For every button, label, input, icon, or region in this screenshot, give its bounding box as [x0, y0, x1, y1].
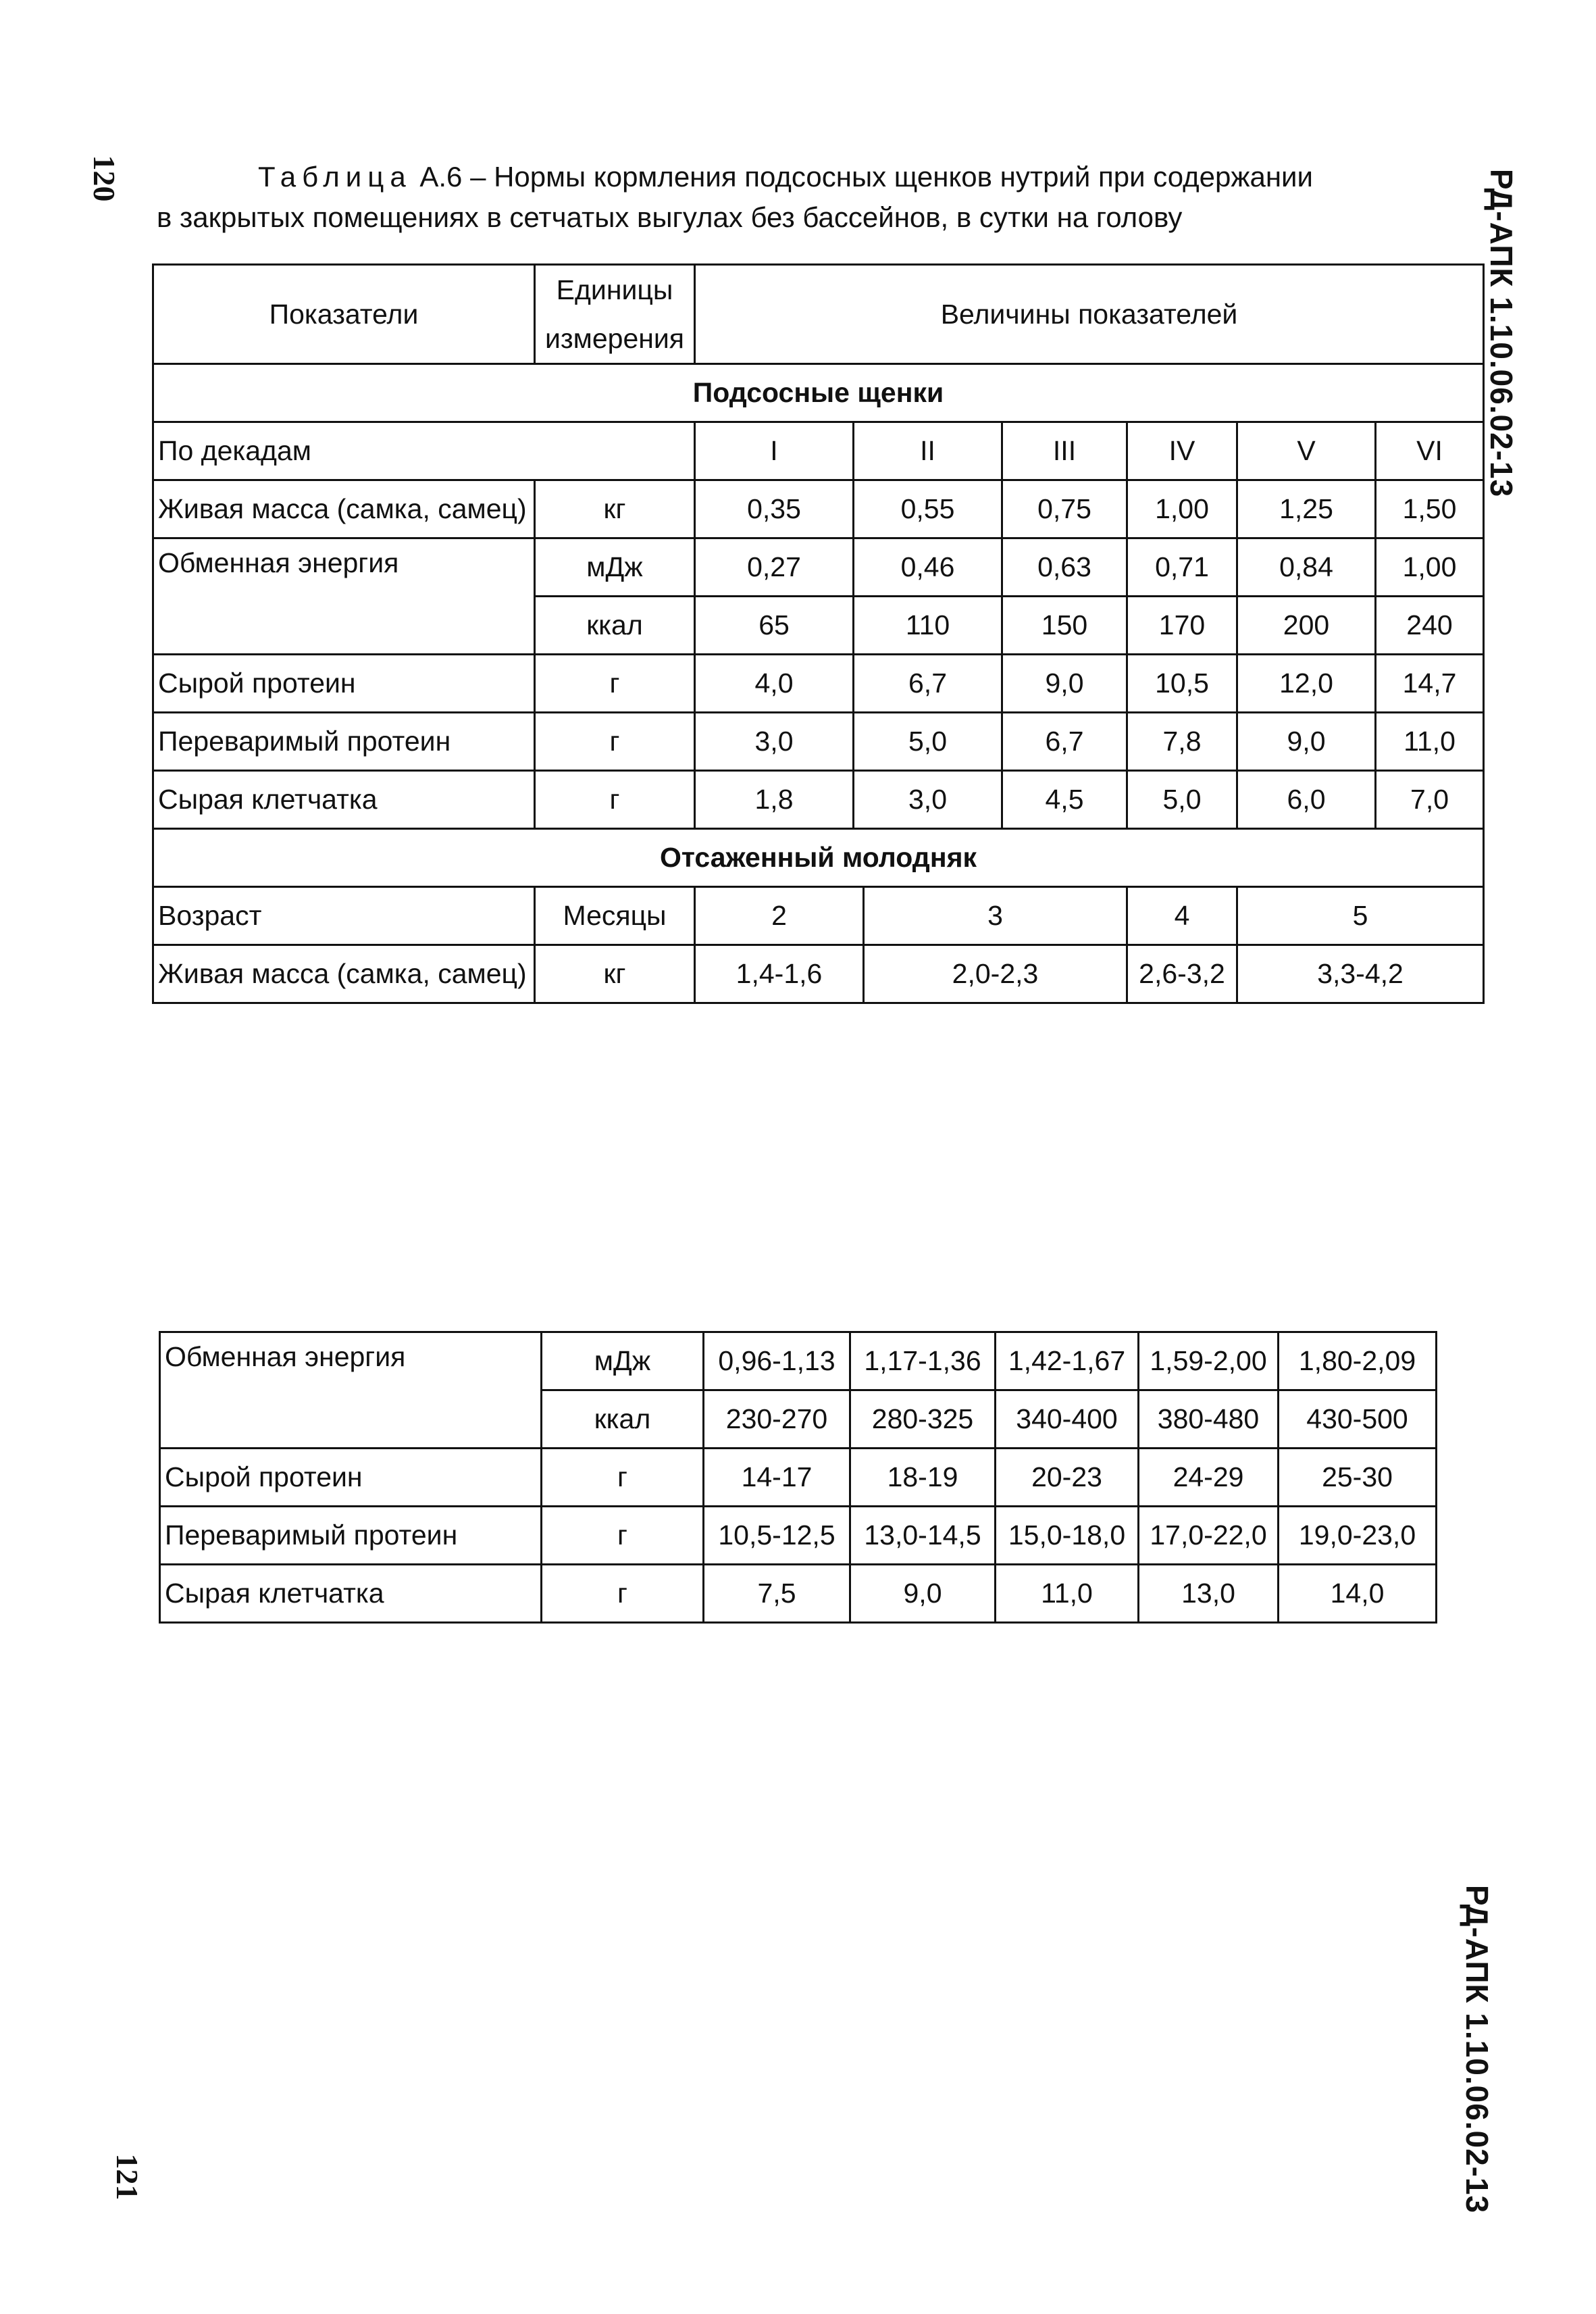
feeding-norms-table — [152, 263, 1485, 1004]
value-cell: 0,96-1,13 — [704, 1332, 850, 1390]
unit-cell: г — [542, 1449, 704, 1507]
value-cell: 10,5-12,5 — [704, 1507, 850, 1565]
table-row — [153, 771, 1484, 829]
value-cell: 12,0 — [1237, 655, 1376, 713]
value-cell: 5,0 — [1127, 771, 1237, 829]
value-cell: 13,0 — [1139, 1565, 1279, 1623]
unit-cell: ккал — [535, 597, 695, 655]
value-cell: 6,7 — [854, 655, 1002, 713]
table-row — [153, 655, 1484, 713]
value-cell: 0,46 — [854, 538, 1002, 597]
value-cell: 1,42-1,67 — [996, 1332, 1139, 1390]
value-cell: 4,0 — [695, 655, 854, 713]
unit-cell: кг — [535, 945, 695, 1003]
table-header-row — [153, 265, 1484, 364]
page-number-top: 120 — [87, 155, 122, 202]
table-row-age — [153, 887, 1484, 945]
caption-line-1: А.6 – Нормы кормления подсосных щенков нутрий при содержании — [411, 161, 1313, 193]
value-cell: 3,3-4,2 — [1237, 945, 1484, 1003]
section-row-puppies — [153, 364, 1484, 422]
row-label: Живая масса (самка, самец) — [153, 945, 535, 1003]
table-row — [160, 1449, 1437, 1507]
value-cell: 380-480 — [1139, 1390, 1279, 1449]
table-row — [160, 1332, 1437, 1390]
value-cell: 20-23 — [996, 1449, 1139, 1507]
row-label: Сырая клетчатка — [153, 771, 535, 829]
row-label: Сырой протеин — [160, 1449, 542, 1507]
decade-cell: VI — [1376, 422, 1484, 480]
table-row — [153, 713, 1484, 771]
value-cell: 1,8 — [695, 771, 854, 829]
unit-cell: г — [535, 655, 695, 713]
value-cell: 5,0 — [854, 713, 1002, 771]
value-cell: 5 — [1237, 887, 1484, 945]
value-cell: 4 — [1127, 887, 1237, 945]
value-cell: 9,0 — [850, 1565, 996, 1623]
value-cell: 11,0 — [996, 1565, 1139, 1623]
value-cell: 24-29 — [1139, 1449, 1279, 1507]
value-cell: 3,0 — [695, 713, 854, 771]
table-row-decades — [153, 422, 1484, 480]
value-cell: 7,0 — [1376, 771, 1484, 829]
unit-cell: ккал — [542, 1390, 704, 1449]
feeding-norms-table-continued — [159, 1331, 1437, 1624]
value-cell: 2 — [695, 887, 864, 945]
row-label: Обменная энергия — [160, 1332, 542, 1449]
value-cell: 110 — [854, 597, 1002, 655]
row-label-age: Возраст — [153, 887, 535, 945]
value-cell: 240 — [1376, 597, 1484, 655]
value-cell: 4,5 — [1002, 771, 1127, 829]
value-cell: 7,8 — [1127, 713, 1237, 771]
header-units — [535, 265, 695, 364]
table-caption — [157, 157, 1372, 238]
value-cell: 65 — [695, 597, 854, 655]
value-cell: 7,5 — [704, 1565, 850, 1623]
value-cell: 1,00 — [1127, 480, 1237, 538]
value-cell: 0,75 — [1002, 480, 1127, 538]
value-cell: 3,0 — [854, 771, 1002, 829]
value-cell: 17,0-22,0 — [1139, 1507, 1279, 1565]
value-cell: 10,5 — [1127, 655, 1237, 713]
value-cell: 9,0 — [1237, 713, 1376, 771]
section-title-weaned: Отсаженный молодняк — [153, 829, 1484, 887]
decade-cell: III — [1002, 422, 1127, 480]
value-cell: 0,63 — [1002, 538, 1127, 597]
doc-id-top: РД-АПК 1.10.06.02-13 — [1484, 168, 1519, 498]
value-cell: 6,7 — [1002, 713, 1127, 771]
value-cell: 430-500 — [1279, 1390, 1437, 1449]
table-row — [160, 1507, 1437, 1565]
value-cell: 9,0 — [1002, 655, 1127, 713]
row-label: Переваримый протеин — [153, 713, 535, 771]
unit-cell: мДж — [542, 1332, 704, 1390]
value-cell: 230-270 — [704, 1390, 850, 1449]
unit-cell: кг — [535, 480, 695, 538]
header-units-line-2: измерения — [544, 323, 685, 354]
decade-cell: II — [854, 422, 1002, 480]
section-title-puppies: Подсосные щенки — [153, 364, 1484, 422]
header-indicators: Показатели — [153, 265, 535, 364]
value-cell: 6,0 — [1237, 771, 1376, 829]
value-cell: 340-400 — [996, 1390, 1139, 1449]
value-cell: 0,35 — [695, 480, 854, 538]
value-cell: 0,55 — [854, 480, 1002, 538]
value-cell: 170 — [1127, 597, 1237, 655]
value-cell: 1,80-2,09 — [1279, 1332, 1437, 1390]
unit-cell: г — [542, 1565, 704, 1623]
unit-cell: мДж — [535, 538, 695, 597]
unit-cell: г — [535, 771, 695, 829]
value-cell: 19,0-23,0 — [1279, 1507, 1437, 1565]
row-label: Живая масса (самка, самец) — [153, 480, 535, 538]
value-cell: 11,0 — [1376, 713, 1484, 771]
unit-cell: г — [535, 713, 695, 771]
caption-line-2: в закрытых помещениях в сетчатых выгулах без бассейнов, в сутки на голову — [157, 201, 1183, 233]
value-cell: 0,71 — [1127, 538, 1237, 597]
row-label-decades: По декадам — [153, 422, 695, 480]
row-label: Переваримый протеин — [160, 1507, 542, 1565]
unit-cell: г — [542, 1507, 704, 1565]
value-cell: 2,0-2,3 — [864, 945, 1127, 1003]
value-cell: 280-325 — [850, 1390, 996, 1449]
value-cell: 150 — [1002, 597, 1127, 655]
value-cell: 14,0 — [1279, 1565, 1437, 1623]
value-cell: 18-19 — [850, 1449, 996, 1507]
decade-cell: IV — [1127, 422, 1237, 480]
table-row-mass-weaned — [153, 945, 1484, 1003]
table-row — [153, 538, 1484, 597]
value-cell: 0,84 — [1237, 538, 1376, 597]
value-cell: 1,00 — [1376, 538, 1484, 597]
row-label: Сырой протеин — [153, 655, 535, 713]
row-label: Обменная энергия — [153, 538, 535, 655]
value-cell: 15,0-18,0 — [996, 1507, 1139, 1565]
value-cell: 2,6-3,2 — [1127, 945, 1237, 1003]
page-number-bottom: 121 — [110, 2153, 145, 2200]
value-cell: 1,17-1,36 — [850, 1332, 996, 1390]
value-cell: 200 — [1237, 597, 1376, 655]
table-row — [160, 1565, 1437, 1623]
value-cell: 1,4-1,6 — [695, 945, 864, 1003]
value-cell: 1,50 — [1376, 480, 1484, 538]
decade-cell: I — [695, 422, 854, 480]
value-cell: 1,25 — [1237, 480, 1376, 538]
value-cell: 0,27 — [695, 538, 854, 597]
decade-cell: V — [1237, 422, 1376, 480]
value-cell: 14,7 — [1376, 655, 1484, 713]
row-label: Сырая клетчатка — [160, 1565, 542, 1623]
caption-prefix: Таблица — [258, 161, 412, 193]
value-cell: 14-17 — [704, 1449, 850, 1507]
value-cell: 13,0-14,5 — [850, 1507, 996, 1565]
value-cell: 1,59-2,00 — [1139, 1332, 1279, 1390]
header-units-line-1: Единицы — [556, 274, 673, 305]
section-row-weaned — [153, 829, 1484, 887]
header-values: Величины показателей — [695, 265, 1484, 364]
table-row — [153, 480, 1484, 538]
value-cell: 25-30 — [1279, 1449, 1437, 1507]
value-cell: 3 — [864, 887, 1127, 945]
unit-cell: Месяцы — [535, 887, 695, 945]
doc-id-bottom: РД-АПК 1.10.06.02-13 — [1460, 1884, 1495, 2214]
